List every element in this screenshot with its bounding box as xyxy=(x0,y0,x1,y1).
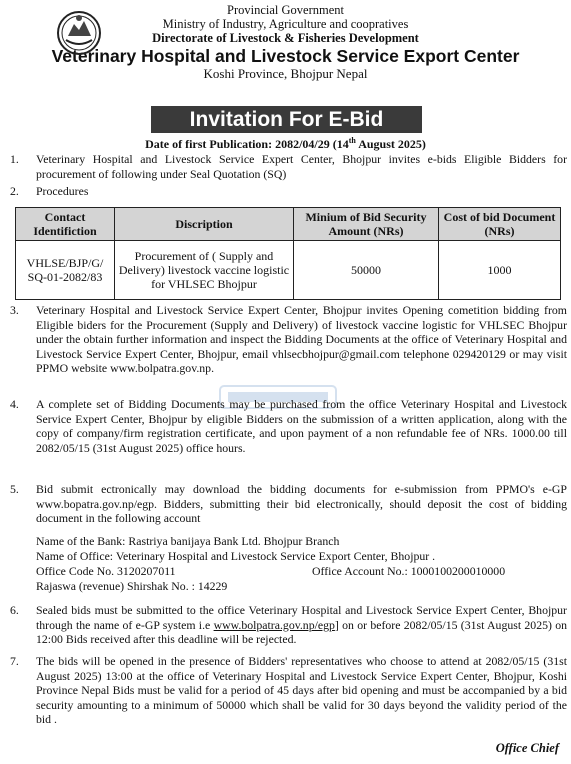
header-provincial-government: Provincial Government xyxy=(227,3,344,17)
table-cell: 1000 xyxy=(439,241,561,300)
column-header: Cost of bid Document (NRs) xyxy=(439,208,561,241)
bank-name: Name of the Bank: Rastriya banijaya Bank Ltd. Bhojpur Branch xyxy=(36,534,340,548)
column-header: Contact Identifiction xyxy=(16,208,115,241)
office-code: Office Code No. 3120207011 xyxy=(36,564,176,578)
publication-date: Date of first Publication: 2082/04/29 (14th August 2025) xyxy=(145,136,426,151)
header-directorate: Directorate of Livestock & Fisheries Development xyxy=(152,31,419,45)
table-cell: 50000 xyxy=(294,241,439,300)
header-location: Koshi Province, Bhojpur Nepal xyxy=(203,66,368,81)
office-name: Name of Office: Veterinary Hospital and Livestock Service Export Center, Bhojpur . xyxy=(36,549,436,563)
column-header: Minium of Bid Security Amount (NRs) xyxy=(294,208,439,241)
table-header-row xyxy=(16,208,561,241)
office-account-number: Office Account No.: 1000100200010000 xyxy=(312,564,506,578)
header-organization-title: Veterinary Hospital and Livestock Service Export Center xyxy=(51,46,520,66)
invitation-banner: Invitation For E-Bid xyxy=(151,106,422,133)
procedures-table xyxy=(15,207,561,300)
column-header: Discription xyxy=(115,208,294,241)
government-emblem-icon xyxy=(56,10,102,56)
office-chief-signature: Office Chief xyxy=(495,741,559,755)
table-cell: Procurement of ( Supply and Delivery) livestock vaccine logistic for VHLSEC Bhojpur xyxy=(115,241,294,300)
egp-link[interactable]: www.bolpatra.gov.np/egp xyxy=(213,617,335,632)
header-ministry: Ministry of Industry, Agriculture and coopratives xyxy=(162,17,409,31)
table-cell: VHLSE/BJP/G/ SQ-01-2082/83 xyxy=(16,241,115,300)
table-row xyxy=(16,241,561,300)
rajaswa-shirshak: Rajaswa (revenue) Shirshak No. : 14229 xyxy=(36,579,228,593)
